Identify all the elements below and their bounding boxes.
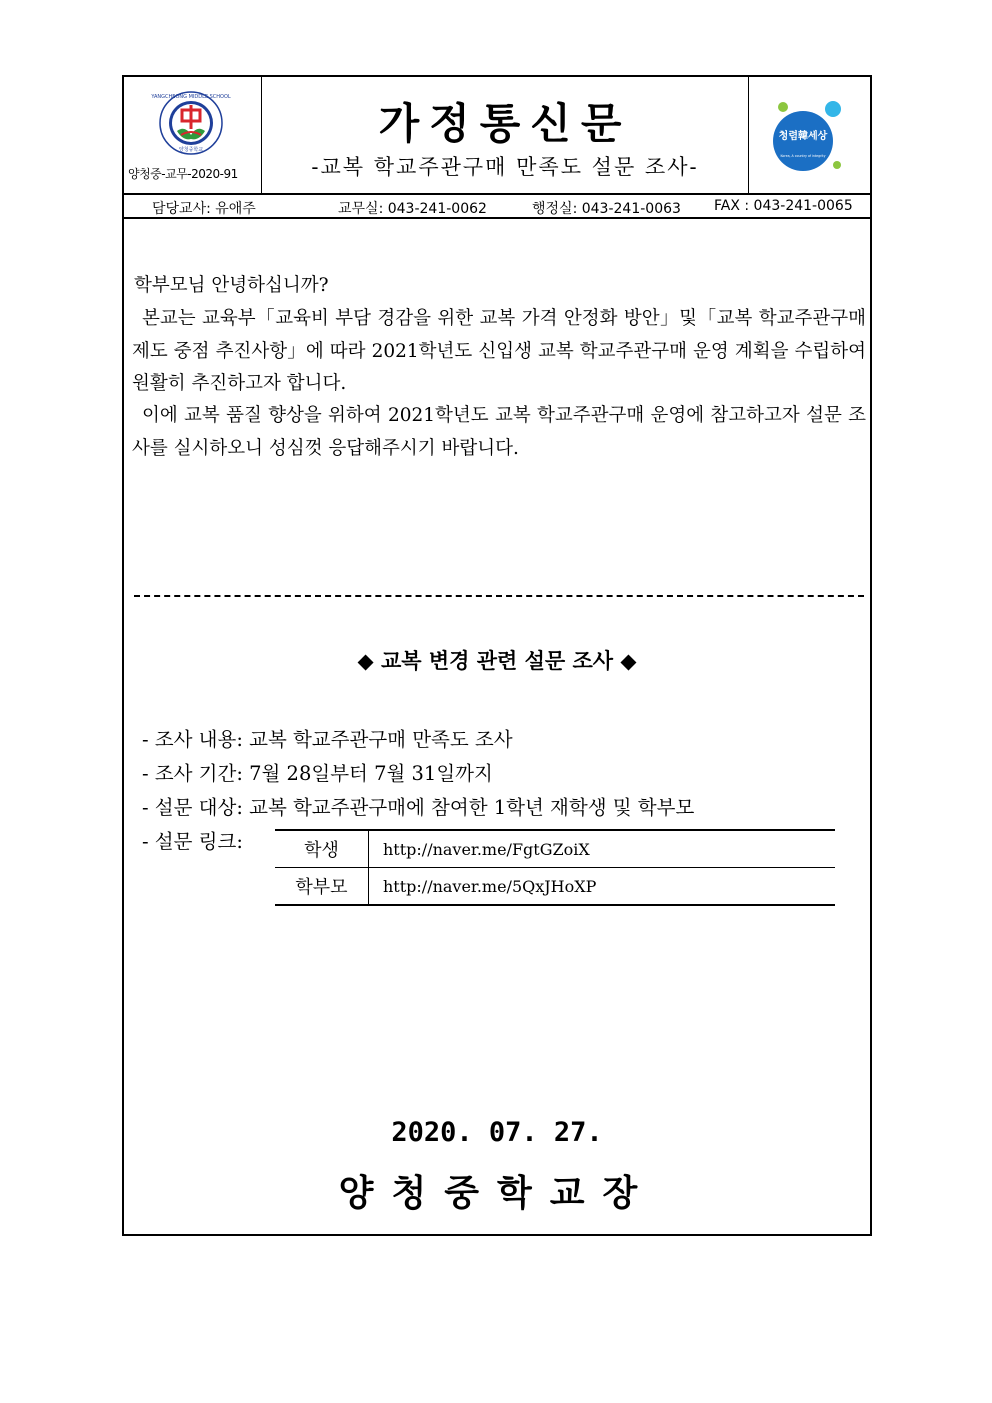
page-title: 가정통신문 [378,99,632,148]
body-paragraph-2: 이에 교복 품질 향상을 위하여 2021학년도 교복 학교주관구매 운영에 참고하고자 설문 조사를 실시하오니 성심껏 응답해주시기 바랍니다. [132,405,866,459]
school-logo-cell [124,77,262,193]
document-frame [122,75,872,1236]
survey-content-item: - 조사 내용: 교복 학교주관구매 만족도 조사 [142,728,513,751]
greeting-text: 학부모님 안녕하십니까? [134,275,329,296]
document-header [124,77,870,195]
survey-section-title: ◆ 교복 변경 관련 설문 조사 ◆ [357,648,637,673]
survey-link-label: - 설문 링크: [142,830,243,853]
body-paragraph-1: 본교는 교육부「교육비 부담 경감을 위한 교복 가격 안정화 방안」및「교복 학교주관구매 제도 중점 추진사항」에 따라 2021학년도 신입생 교복 학교주관구매 운영 계획을 수립하여 원활히 추진하고자 합니다. [132,308,866,394]
cut-line-divider [134,595,864,597]
integrity-logo-icon [769,95,849,175]
contact-info-row [124,195,870,219]
document-number: 양청중-교무-2020-91 [128,167,238,181]
survey-period-item: - 조사 기간: 7월 28일부터 7월 31일까지 [142,762,493,785]
page-subtitle: -교복 학교주관구매 만족도 설문 조사- [311,155,699,179]
parent-survey-link[interactable]: http://naver.me/5QxJHoXP [369,868,836,906]
brand-logo-text: 청렴韓세상 [778,131,828,142]
parent-link-label: 학부모 [275,868,369,906]
survey-target-item: - 설문 대상: 교복 학교주관구매에 참여한 1학년 재학생 및 학부모 [142,796,695,819]
brand-logo-subtext: Korea, A country of integrity [780,154,826,158]
fax-number: FAX : 043-241-0065 [714,198,853,214]
academic-office-phone: 교무실: 043-241-0062 [338,201,487,217]
table-row [275,830,835,868]
student-link-label: 학생 [275,830,369,868]
brand-logo-cell [748,77,870,193]
survey-links-table [275,829,835,906]
admin-office-phone: 행정실: 043-241-0063 [532,201,681,217]
teacher-in-charge: 담당교사: 유애주 [152,201,256,217]
principal-signature: 양청중학교장 [338,1172,656,1214]
table-row [275,868,835,906]
school-logo-english: YANGCHEONG MIDDLE SCHOOL [151,94,231,100]
issue-date: 2020. 07. 27. [391,1117,603,1148]
school-emblem-icon [151,91,231,155]
school-logo-korean: 양청중학교 [178,147,204,153]
student-survey-link[interactable]: http://naver.me/FgtGZoiX [383,839,590,859]
